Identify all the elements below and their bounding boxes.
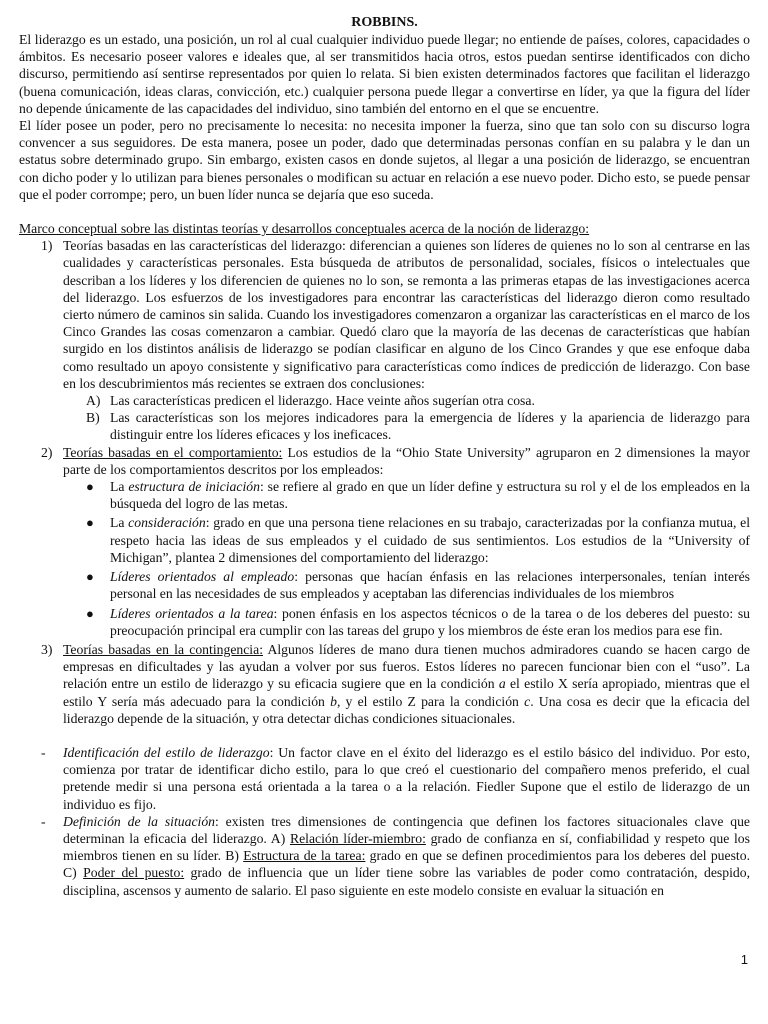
- term: estructura de iniciación: [128, 479, 260, 495]
- term: Definición de la situación: [63, 813, 216, 829]
- term: Identificación del estilo de liderazgo: [63, 744, 270, 760]
- dash-marker: -: [41, 744, 46, 760]
- dash-item-definicion: - Definición de la situación: existen tres dimensiones de contingencia que definen los factores situacionales clave que determinan la eficacia del liderazgo. A) Relación líder-miembro: grado de confianza en sí, confiabilidad y respeto que los miembros tienen en su líder. B) Estructura de la tarea: grado en que se definen procedimientos para los deberes del puesto. C) Poder del puesto: grado de influencia que un líder tiene sobre las variables de poder como contratación, despido, disciplina, ascensos y aumento de salario. El paso siguiente en este modelo consiste en evaluar la situación en: [41, 813, 750, 898]
- term: Líderes orientados al empleado: [110, 569, 295, 585]
- conclusion-item-a: [63, 392, 750, 409]
- section-heading: Marco conceptual sobre las distintas teorías y desarrollos conceptuales acerca de la noción de liderazgo:: [19, 221, 590, 237]
- theory-item-3: 3) Teorías basadas en la contingencia: Algunos líderes de mano dura tienen muchos admiradores cuando se hacen cargo de empresas en dificultades y las ayudan a volver por sus fueros. Estos líderes no parecen funcionar bien con el “uso”. La relación entre un estilo de liderazgo y su eficacia sugiere que en la condición a el estilo X sería apropiado, mientras que el estilo Y sería más adecuado para la condición b, y el estilo Z para la condición c. Una cosa es decir que la eficacia del liderazgo depende de la situación, y otra detectar dichas condiciones situacionales.: [41, 641, 750, 726]
- item-letter: A): [86, 393, 101, 409]
- item-number: 2): [41, 444, 53, 460]
- bullet-icon: ●: [86, 605, 94, 621]
- intro-paragraph-1: El liderazgo es un estado, una posición, un rol al cual cualquier individuo puede llegar; no entiende de países, colores, capacidades o ámbitos. Es necesario poseer valores e ideales que, al ser transmitidos hacia otros, estos puedan sentirse identificados con dicho discurso, permitiendo así sentirse representados por quien lo relata. Si bien existen determinados factores que facilitan el liderazgo (buena comunicación, ideas claras, convicción, etc.) cualquier persona puede llegar a convertirse en líder, ya que la figura del líder no depende únicamente de las capacidades del individuo, sino también del entorno en el que se encuentre.: [19, 32, 750, 116]
- theory-item-2: [19, 444, 750, 639]
- item-text: Los estudios de la “Ohio State University” agruparon en 2 dimensiones la mayor parte de los comportamientos descritos por los empleados:: [63, 444, 750, 477]
- term: Líderes orientados a la tarea: [110, 605, 274, 621]
- dash-item-identificacion: - Identificación del estilo de liderazgo: Un factor clave en el éxito del liderazgo es el estilo básico del individuo. Por esto, comienza por tratar de identificar dicho estilo, para lo que creó el cuestionario del compañero menos preferido, el cual pretende medir si una persona está orientada a la tarea o a la relación. Fiedler Supone que el estilo de liderazgo de un individuo es fijo.: [41, 744, 750, 812]
- blank-line: [19, 727, 750, 744]
- item-text: Las características predicen el liderazgo. Hace veinte años sugerían otra cosa.: [110, 393, 535, 409]
- item-text: Las características son los mejores indicadores para la emergencia de líderes y la apariencia de liderazgo para distinguir entre los líderes eficaces y los ineficaces.: [110, 410, 750, 443]
- bullet-icon: ●: [86, 569, 94, 585]
- theory-item-1: [19, 237, 750, 443]
- bullet-item: ● La estructura de iniciación: se refiere al grado en que un líder define y estructura su rol y el de los empleados en la búsqueda del logro de las metas.: [86, 479, 750, 512]
- item-number: 1): [41, 238, 53, 254]
- dimensions-list: [63, 478, 750, 639]
- bullet-item: ● Líderes orientados al empleado: personas que hacían énfasis en las relaciones interpersonales, tenían interés personal en las necesidades de sus empleados y aceptaban las diferencias individuales de los miembros: [86, 569, 750, 602]
- page-number: 1: [740, 952, 748, 967]
- bullet-icon: ●: [86, 515, 94, 531]
- conclusions-list: [63, 392, 750, 444]
- item-number: 3): [41, 641, 53, 657]
- bullet-item: ● La consideración: grado en que una persona tiene relaciones en su trabajo, caracterizadas por la confianza mutua, el respeto hacia las ideas de sus empleados y el cuidado de sus sentimientos. Los estudios de la “University of Michigan”, plantea 2 dimensiones del comportamiento del liderazgo:: [86, 515, 751, 565]
- item-title: Teorías basadas en el comportamiento:: [63, 444, 283, 460]
- document-body: [19, 14, 750, 899]
- fiedler-list: [19, 744, 750, 899]
- theories-list: [19, 237, 750, 727]
- document-title: ROBBINS.: [351, 15, 418, 30]
- item-text: Teorías basadas en las características del liderazgo: diferencian a quienes son líderes de quienes no lo son al centrarse en las cualidades y características personales. Esta búsqueda de atributos de personalidad, sociales, físicos o intelectuales que describan a los líderes y los diferencien de quienes no lo son, se remonta a las primeras etapas de las investigaciones acerca del liderazgo. Los esfuerzos de los investigadores para encontrar las características del liderazgo dieron como resultado cierto número de caminos sin salida. Cuando los investigadores comenzaron a organizar las características en el marco de los Cinco Grandes las cosas comenzaron a cambiar. Quedó claro que la mayoría de las decenas de características que habían surgido en los distintos análisis de liderazgo se podían clasificar en alguno de los Cinco Grandes y que ese enfoque daba como resultado un apoyo consistente y significativo para características como índices de predicción de liderazgo. Con base en los descubrimientos más recientes se extraen dos conclusiones:: [63, 238, 750, 391]
- item-title: Teorías basadas en la contingencia:: [63, 641, 263, 657]
- blank-line: [19, 203, 750, 220]
- item-letter: B): [86, 410, 100, 426]
- dash-marker: -: [41, 813, 46, 829]
- conclusion-item-b: [63, 409, 750, 443]
- bullet-icon: ●: [86, 479, 94, 495]
- intro-paragraph-2: El líder posee un poder, pero no precisamente lo necesita: no necesita imponer la fuerza, sino que tan solo con su discurso logra convencer a sus seguidores. De esta manera, posee un poder, dado que determinadas personas confían en su palabra y le dan un estatus sobre determinado grupo. Sin embargo, existen casos en donde sujetos, al llegar a una posición de liderazgo, se encuentran con dicho poder y lo utilizan para bienes personales o modifican su actuar en relación a ese nuevo poder. Dicho esto, se puede pensar que el poder corrompe; pero, un buen líder nunca se dejaría que eso suceda.: [19, 118, 750, 202]
- bullet-item: ● Líderes orientados a la tarea: ponen énfasis en los aspectos técnicos o de la tarea o de los deberes del puesto: su preocupación principal era cumplir con las tareas del grupo y los miembros de éste eran los medios para ese fin.: [86, 605, 750, 638]
- term: consideración: [128, 515, 206, 531]
